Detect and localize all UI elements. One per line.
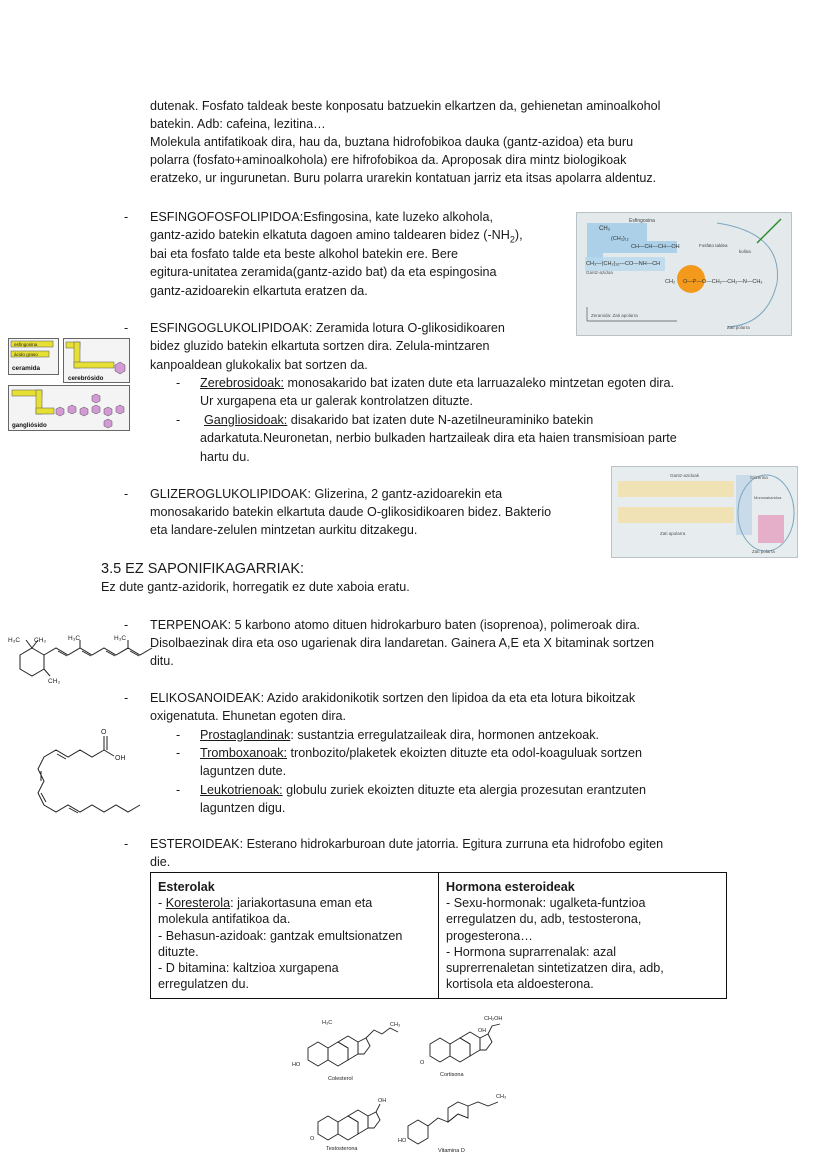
label-vitamina-d: Vitamina D: [438, 1148, 465, 1154]
bullet-dash: -: [124, 618, 129, 632]
term-tromboxanoak: Tromboxanoak:: [200, 746, 288, 760]
table-text: erregulatzen du.: [158, 977, 250, 992]
label-ch2oh: CH₂OH: [484, 1016, 503, 1022]
label-testosterona: Testosterona: [326, 1146, 358, 1152]
esfingofosfo-line-2a: gantz-azido batekin elkatuta dagoen amino taldearen bidez (-NH: [150, 228, 510, 242]
hydroxyl-bond: [104, 750, 114, 756]
sugar-hexagon: [56, 407, 64, 416]
terpenoak-line-1: TERPENOAK: 5 karbono atomo dituen hidrokarburo baten (isoprenoa), polimeroak dira.: [150, 618, 641, 632]
label-ch3: CH₃: [34, 637, 47, 644]
glizero-line-1: GLIZEROGLUKOLIPIDOAK: Glizerina, 2 gantz-azidoarekin eta: [150, 487, 503, 501]
bullet-dash: -: [124, 837, 129, 851]
label-ho: HO: [398, 1138, 407, 1144]
esteroid-line-1: ESTEROIDEAK: Esterano hidrokarburoan dute jatorria. Egitura zurruna eta hidrofobo egiten: [150, 837, 664, 851]
fatty-acid-2: [618, 507, 734, 523]
table-text: - Hormona suprarrenalak: azal: [446, 944, 617, 959]
section-title: 3.5 EZ SAPONIFIKAGARRIAK:: [101, 561, 305, 577]
table-text: -: [158, 896, 166, 911]
table-row: [151, 873, 727, 999]
bond: [376, 1104, 380, 1112]
arachidonic-acid-figure: [20, 724, 150, 826]
glycosphingolipid-figure: [8, 338, 132, 432]
label-o: O: [310, 1136, 315, 1142]
table-text: - Behasun-azidoak: gantzak emultsionatzen: [158, 928, 403, 943]
gang-bar-3: [36, 408, 54, 414]
esteroid-line-2: die.: [150, 855, 171, 869]
label-h3c: H₃C: [114, 635, 127, 642]
table-heading-hormona: Hormona esteroideak: [446, 880, 575, 894]
table-heading-esterolak: Esterolak: [158, 880, 215, 894]
term-koresterola: Koresterola: [165, 896, 231, 911]
bullet-dash: -: [124, 321, 129, 335]
leukotrienoak-line-2: laguntzen digu.: [200, 801, 286, 815]
label-zeramida: Zeramida: Zati apolarra: [591, 313, 638, 318]
elikosa-line-1: ELIKOSANOIDEAK: Azido arakidonikotik sortzen den lipidoa da eta eta lotura bikoitzak: [150, 691, 636, 705]
sugar-hexagon: [80, 407, 88, 416]
label-ch3: CH₃: [390, 1022, 401, 1028]
table-text: progesterona…: [446, 928, 533, 943]
label-h3c: H₃C: [8, 637, 21, 644]
fatty-acid-1: [618, 481, 734, 497]
terpenoak-line-3: ditu.: [150, 654, 174, 668]
label-ch2: CH₂: [665, 279, 676, 285]
leukotrienoak-rest: globulu zuriek ekoizten dituzte eta alergia prozesutan erantzuten: [282, 783, 646, 797]
table-cell-esterolak: [151, 873, 439, 999]
label-oh: OH: [378, 1098, 387, 1104]
intro-line-4: polarra (fosfato+aminoalkohola) ere hifrofobikoa da. Aproposak dira mintz biologikoak: [150, 153, 627, 167]
intro-line-5: eratzeko, ur ingurunetan. Buru polarra urarekin kontatuan jarriz eta itsas apolarra aldentuz.: [150, 171, 657, 185]
label-glizerina: Glizerina: [750, 475, 768, 480]
esfingofosfo-line-5: gantz-azidoarekin elkartuta eratzen da.: [150, 284, 368, 298]
glycosphingolipid-diagram: [8, 338, 132, 432]
sub-dash: -: [176, 376, 181, 390]
label-ch3: CH₃: [496, 1094, 507, 1100]
zerebrosidoak-line-2: Ur xurgapena eta ur galerak kontrolatzen dituzte.: [200, 394, 474, 408]
label-ch2-12: (CH₂)₁₂: [611, 236, 629, 242]
vitamina-d-structure: [408, 1102, 498, 1144]
terpene-figure: [6, 632, 162, 686]
label-cerebrosido: cerebrósido: [68, 375, 104, 382]
zerebrosidoak-rest: monosakarido bat izaten dute eta larruazaleko mintzetan egoten dira.: [284, 376, 674, 390]
label-gantz-azidoak: Gantz-azidoak: [670, 473, 700, 478]
terpenoak-line-2: Disolbaezinak dira eta oso ugarienak dira landaretan. Gainera A,E eta X bitaminak sortzen: [150, 636, 655, 650]
sugar-hexagon: [116, 405, 124, 414]
esfingoglu-line-1: ESFINGOGLUKOLIPIDOAK: Zeramida lotura O-glikosidikoaren: [150, 321, 505, 335]
tromboxanoak-rest: tronbozito/plaketek ekoizten dituzte eta odol-koaguluak sortzen: [287, 746, 642, 760]
section-subtitle: Ez dute gantz-azidorik, horregatik ez dute xaboia eratu.: [101, 580, 410, 594]
label-ho: HO: [292, 1062, 301, 1068]
table-text: - D bitamina: kaltzioa xurgapena: [158, 961, 339, 976]
bullet-dash: -: [124, 210, 129, 224]
label-o: O: [420, 1060, 425, 1066]
sugar-hexagon: [104, 407, 112, 416]
label-colesterol: Colesterol: [328, 1076, 353, 1082]
label-zati-polarra: Zati polarra: [727, 325, 750, 330]
bond: [44, 669, 50, 676]
sugar-hexagon: [68, 405, 76, 414]
sphingophospholipid-figure: [576, 212, 792, 336]
label-zati-apolarra: Zati apolarra: [660, 531, 686, 536]
label-oh: OH: [478, 1028, 487, 1034]
table-text: - Sexu-hormonak: ugalketa-funtzioa: [446, 896, 646, 911]
arachidonic-acid-structure: [20, 724, 150, 826]
table-text: molekula antifatikoa da.: [158, 912, 291, 927]
sugar-hexagon: [104, 419, 112, 428]
bond: [26, 640, 32, 648]
term-leukotrienoak: Leukotrienoak:: [200, 783, 283, 797]
prostaglandinak-rest: : sustantzia erregulatzaileak dira, hormonen antzekoak.: [290, 728, 600, 742]
esfingofosfo-line-3: bai eta fosfato talde eta beste alkohol batekin ere. Bere: [150, 247, 459, 261]
label-cortisona: Cortisona: [440, 1072, 464, 1078]
esfingofosfo-line-4: egitura-unitatea zeramida(gantz-azido bat) da eta espingosina: [150, 265, 497, 279]
terpene-structure: [6, 632, 162, 686]
label-h3c: H₃C: [322, 1020, 333, 1026]
bullet-dash: -: [124, 487, 129, 501]
leukotrienoak-line-1: [200, 782, 646, 800]
table-text: suprerrenaletan sintetizatzen dira, adb,: [446, 961, 664, 976]
monosaccharide-region: [758, 515, 784, 543]
steroid-structures-figure: [290, 1010, 520, 1158]
table-text: : jariakortasuna eman eta: [230, 896, 373, 911]
gangliosidoak-rest: disakarido bat izaten dute N-azetilneuraminiko batekin: [287, 413, 594, 427]
elikosa-line-2: oxigenatuta. Ehunetan egoten dira.: [150, 709, 347, 723]
label-h3c: H₃C: [68, 635, 81, 642]
cerebro-bar-3: [74, 362, 114, 368]
sub-dash: -: [176, 728, 181, 742]
esfingoglu-line-3: kanpoaldean glukokalix bat sortzen da.: [150, 358, 368, 372]
table-text: erregulatzen du, adb, testosterona,: [446, 912, 642, 927]
gangliosidoak-line-3: hartu du.: [200, 450, 250, 464]
sphingophospholipid-diagram: [577, 213, 791, 335]
label-acyl: CH₃—(CH₂)₁₆—CO—NH—CH: [586, 261, 661, 267]
label-esfingosina: Esfingosina: [629, 218, 655, 224]
steroid-table: [150, 872, 727, 999]
gangliosidoak-line-2: adarkatuta.Neuronetan, nerbio bulkaden hartzaileak dira eta haien transmisioan parte: [200, 431, 677, 445]
table-text: kortisola eta aldoesterona.: [446, 977, 594, 992]
label-monosakaridoa: Monosakaridoa: [754, 495, 782, 500]
bullet-dash: -: [124, 691, 129, 705]
esfingoglu-line-2: bidez gluzido batekin elkartuta sortzen dira. Zelula-mintzaren: [150, 339, 490, 353]
sugar-hexagon: [92, 394, 100, 403]
label-kolina: kolina: [739, 249, 751, 254]
label-gangliosido: gangliósido: [12, 422, 47, 429]
cyclohexene-ring: [20, 648, 44, 676]
glizero-line-2: monosakarido batekin elkartuta daude O-glikosidikoaren bidez. Bakterio: [150, 505, 552, 519]
intro-line-3: Molekula antifatikoak dira, hau da, buztana hidrofobikoa dauka (gantz-azidoa) eta buru: [150, 135, 634, 149]
label-hydroxyl: OH: [115, 755, 126, 762]
label-oxygen: O: [101, 729, 107, 736]
testosterona-structure: [318, 1104, 380, 1140]
colesterol-structure: [308, 1028, 398, 1066]
label-ch3: CH₃: [48, 678, 61, 685]
table-text: dituzte.: [158, 944, 199, 959]
label-p-chain: O—P—O—CH₂—CH₂—N—CH₃: [683, 279, 763, 285]
term-gangliosidoak: Gangliosidoak:: [204, 413, 288, 427]
sub-dash: -: [176, 413, 181, 427]
table-cell-hormona: [439, 873, 727, 999]
term-prostaglandinak: Prostaglandinak: [200, 728, 291, 742]
steroid-structures: [290, 1010, 520, 1158]
side-chain: [488, 1024, 500, 1034]
sub-dash: -: [176, 746, 181, 760]
label-zati-polarra: Zati polarra: [752, 549, 775, 554]
intro-line-2: batekin. Adb: cafeina, lezitina…: [150, 117, 326, 131]
label-acido-graso: ácido graso: [14, 352, 38, 357]
label-backbone: CH—CH—CH—OH: [631, 244, 680, 250]
nh2-subscript: 2: [509, 234, 515, 245]
label-esfingosina-small: esfingosina: [14, 342, 38, 347]
prostaglandinak-line: [200, 727, 599, 745]
glizero-line-3: eta landare-zelulen mintzetan aurkitu ditzakegu.: [150, 523, 418, 537]
side-chain: [366, 1028, 398, 1038]
label-ch3: CH₃: [599, 226, 611, 232]
esfingofosfo-line-2b: ),: [514, 228, 523, 242]
glyceroglycolipid-diagram: [612, 467, 797, 557]
esfingofosfo-line-1: ESFINGOFOSFOLIPIDOA:Esfingosina, kate luzeko alkohola,: [150, 210, 493, 224]
zerebrosidoak-line-1: [200, 375, 674, 393]
tromboxanoak-line-2: laguntzen dute.: [200, 764, 287, 778]
label-gantz-azidoa: Gantz-azidoa: [586, 270, 613, 275]
term-zerebrosidoak: Zerebrosidoak:: [200, 376, 284, 390]
sub-dash: -: [176, 783, 181, 797]
intro-line-1: dutenak. Fosfato taldeak beste konposatu batzuekin elkartzen da, gehienetan aminoalkohol: [150, 99, 661, 113]
cortisona-structure: [430, 1024, 500, 1062]
glyceroglycolipid-figure: [611, 466, 798, 558]
sugar-hexagon: [92, 405, 100, 414]
tromboxanoak-line-1: [200, 745, 642, 763]
gangliosidoak-line-1: [204, 412, 593, 430]
label-fosfato: Fosfato taldea: [699, 243, 728, 248]
label-ceramida: ceramida: [12, 365, 41, 372]
